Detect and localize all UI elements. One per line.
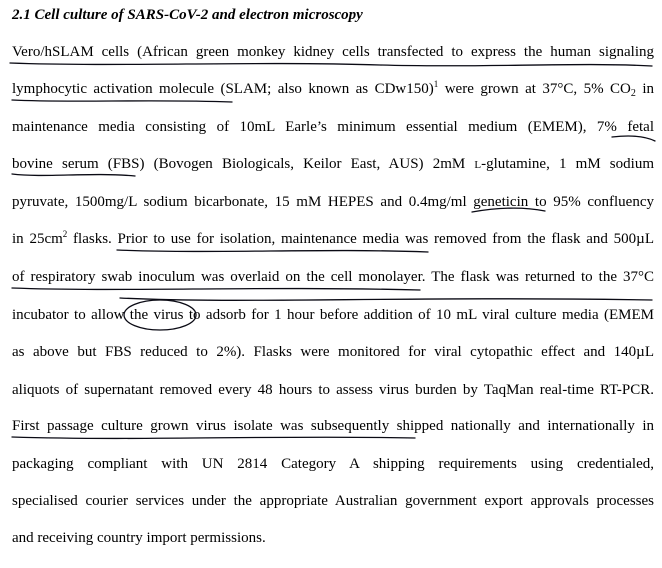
section-heading: 2.1 Cell culture of SARS-CoV-2 and electron microscopy — [12, 7, 363, 23]
text-line-10: aliquots of supernatant removed every 48 hours to assess virus burden by TaqMan real-time RT-PCR. — [12, 382, 654, 398]
underline-slam-molecule — [12, 100, 232, 102]
text-line-2: lymphocytic activation molecule (SLAM; also known as CDw150)$^1$ were grown at 37°C, 5% $CO_2$ in — [12, 79, 654, 99]
text-line-12: packaging compliant with UN 2814 Category A shipping requirements using credentialed, — [12, 456, 654, 472]
text-line-8: incubator to allow the virus to adsorb for 1 hour before addition of 10 mL viral culture media (EMEM — [12, 307, 654, 323]
underline-bovine-serum — [12, 174, 135, 176]
text-line-11: First passage culture grown virus isolate was subsequently shipped nationally and internationally in — [12, 418, 654, 434]
text-line-3: maintenance media consisting of 10mL Earle’s minimum essential medium (EMEM), 7% fetal — [12, 119, 654, 135]
wavy-line-flask — [120, 298, 652, 300]
underline-first-passage — [12, 437, 415, 438]
text-line-5: pyruvate, 1500mg/L sodium bicarbonate, 15 mM HEPES and 0.4mg/ml geneticin to 95% confluency — [12, 194, 654, 210]
text-line-1: Vero/hSLAM cells (African green monkey kidney cells transfected to express the human signaling — [12, 44, 654, 60]
text-line-6: in $25cm^2$ flasks. Prior to use for isolation, maintenance media was removed from the flask and 500µL — [12, 229, 654, 247]
underline-fetal-tail — [612, 136, 655, 141]
text-line-14: and receiving country import permissions. — [12, 530, 266, 546]
text-line-7: of respiratory swab inoculum was overlaid on the cell monolayer. The flask was returned to the 37°C — [12, 269, 654, 285]
text-line-9: as above but FBS reduced to 2%). Flasks were monitored for viral cytopathic effect and 140µL — [12, 344, 654, 360]
underline-prior-to-use — [117, 250, 428, 252]
underline-respiratory-swab — [12, 288, 420, 290]
underline-vero-hslam — [10, 63, 652, 66]
text-line-4: bovine serum (FBS) (Bovogen Biologicals, Keilor East, AUS) 2mM L-glutamine, 1 mM sodium — [12, 156, 654, 172]
text-line-13: specialised courier services under the appropriate Australian government export approvals processes — [12, 493, 654, 509]
